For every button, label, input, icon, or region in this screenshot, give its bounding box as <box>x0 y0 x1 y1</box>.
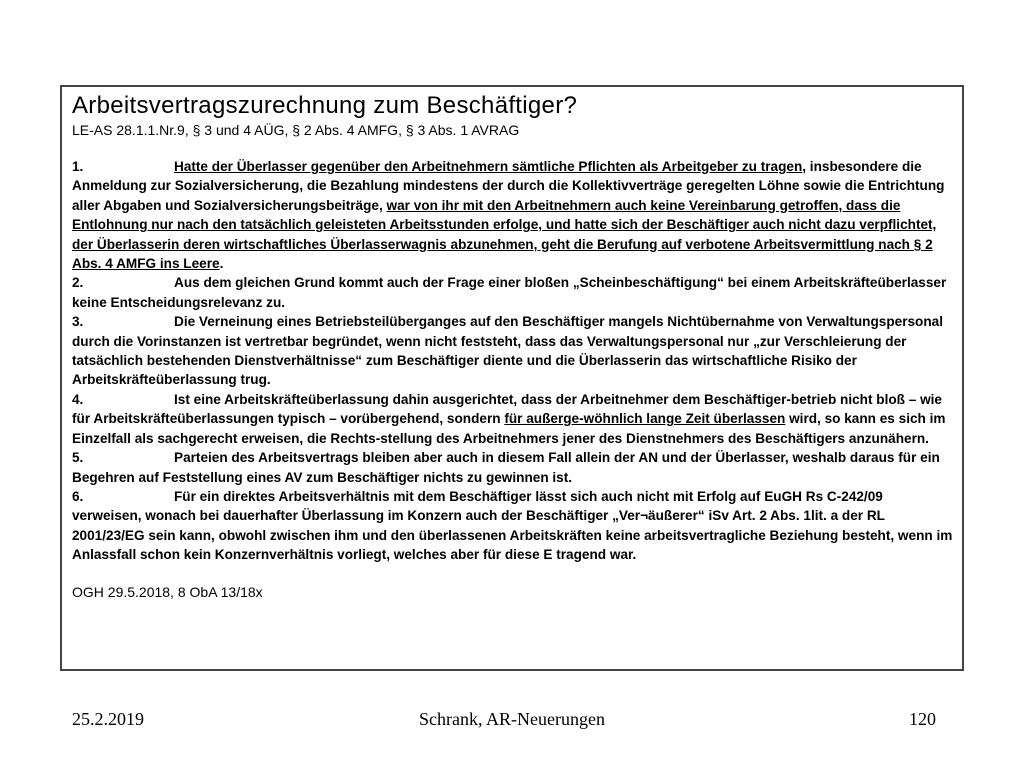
paragraph-number: 4. <box>72 391 84 407</box>
paragraph-5 <box>72 448 954 487</box>
underlined-text: für außerge-wöhnlich lange Zeit überlassen <box>504 411 786 427</box>
paragraph-3 <box>72 312 954 390</box>
paragraph-number: 6. <box>72 488 84 504</box>
paragraph-text: . <box>219 256 224 272</box>
paragraph-text: wird, so kann es sich im Einzelfall als sachgerecht erweisen, die Rechts-stellung des Arbeitnehmers jener des Dienstnehmers des Beschäftigers anzunähern. <box>72 411 946 446</box>
paragraph-6 <box>72 487 954 565</box>
paragraph-number: 1. <box>72 159 84 174</box>
paragraph-number: 5. <box>72 450 84 466</box>
paragraph-number: 2. <box>72 275 84 291</box>
paragraph-text: Die Verneinung eines Betriebsteilüberganges auf den Beschäftiger mangels Nichtübernahme von Verwaltungspersonal durch die Vorinstanzen ist vertretbar begründet, wenn nicht feststeht, dass das Verwaltungspersonal nur „zur Verschleierung der tatsächlich bestehenden Dienstverhältnisse“ zum Beschäftiger diente und die Überlasserin das wirtschaftliche Risiko der Arbeitskräfteüberlassung trug. <box>72 314 944 388</box>
paragraph-text: Ist eine Arbeitskräfteüberlassung dahin ausgerichtet, dass der Arbeitnehmer dem Beschäftiger-betrieb nicht bloß – wie für Arbeitskräfteüberlassungen typisch – vorübergehend, sondern <box>72 391 942 427</box>
footer-author: Schrank, AR-Neuerungen <box>419 709 605 729</box>
slide-title: Arbeitsvertragszurechnung zum Beschäftiger? <box>72 92 578 119</box>
paragraph-4 <box>72 390 954 448</box>
paragraph-1 <box>72 157 954 273</box>
paragraph-text: , insbesondere die Anmeldung zur Sozialversicherung, die Bezahlung mindestens der durch die Kollektivverträge geregelten Löhne sowie die Entrichtung aller Abgaben und Sozialversicherungsbeiträge, <box>72 159 945 213</box>
paragraph-2 <box>72 273 954 312</box>
paragraph-text: Für ein direktes Arbeitsverhältnis mit dem Beschäftiger lässt sich auch nicht mit Erfolg auf EuGH Rs C-242/09 verweisen, wonach bei dauerhafter Überlassung im Konzern auch der Beschäftiger „Ver¬äußerer“ iSv Art. 2 Abs. 1lit. a der RL 2001/23/EG sein kann, obwohl zwischen ihm und den überlassenen Arbeitskräften keine arbeitsvertragliche Beziehung besteht, wenn im Anlassfall schon kein Konzernverhältnis vorliegt, welches aber für diese E tragend war. <box>72 488 953 563</box>
footer-date: 25.2.2019 <box>72 709 144 729</box>
court-citation: OGH 29.5.2018, 8 ObA 13/18x <box>72 583 263 600</box>
legal-references: LE-AS 28.1.1.Nr.9, § 3 und 4 AÜG, § 2 Abs. 4 AMFG, § 3 Abs. 1 AVRAG <box>72 122 520 138</box>
content-box <box>60 85 964 671</box>
underlined-text: Hatte der Überlasser gegenüber den Arbeitnehmern sämtliche Pflichten als Arbeitgeber zu tragen <box>174 159 803 174</box>
page-number: 120 <box>909 709 936 729</box>
underlined-text: war von ihr mit den Arbeitnehmern auch keine Vereinbarung getroffen, dass die Entlohnung nur nach den tatsächlich geleisteten Arbeitsstunden erfolge, und hatte sich der Beschäftiger auch nicht dazu verpflichtet, der Überlasserin deren wirtschaftliches Überlasserwagnis abzunehmen, geht die Berufung auf verbotene Arbeitsvermittlung nach § 2 Abs. 4 AMFG ins Leere <box>72 197 937 272</box>
paragraph-text: Aus dem gleichen Grund kommt auch der Frage einer bloßen „Scheinbeschäftigung“ bei einem Arbeitskräfteüberlasser keine Entscheidungsrelevanz zu. <box>72 275 947 310</box>
paragraph-text: Parteien des Arbeitsvertrags bleiben aber auch in diesem Fall allein der AN und der Überlasser, weshalb daraus für ein Begehren auf Feststellung eines AV zum Beschäftiger nichts zu gewinnen ist. <box>72 450 940 485</box>
paragraph-number: 3. <box>72 314 84 330</box>
